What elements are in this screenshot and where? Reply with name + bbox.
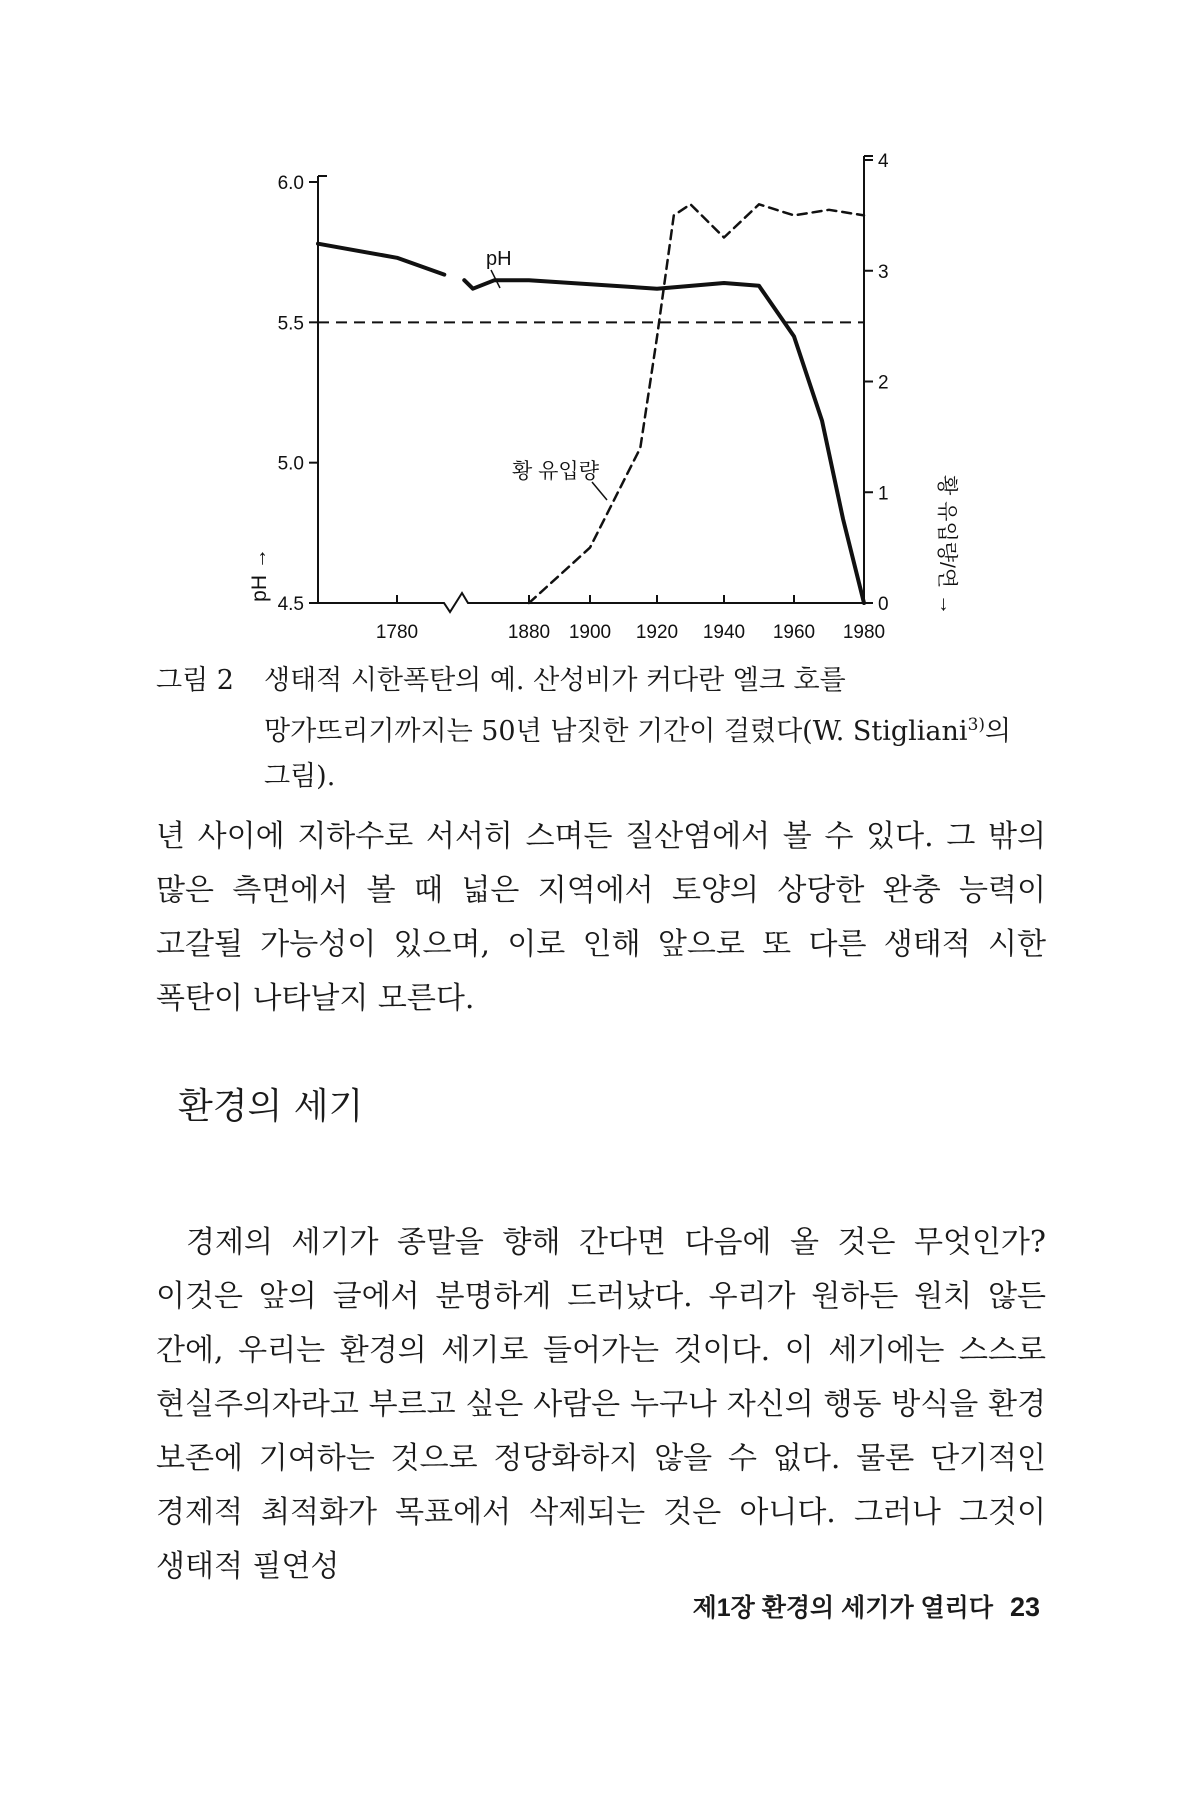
x-tick-label: 1980 — [842, 622, 886, 643]
right-axis-title: 황 유입량/연 → — [935, 475, 958, 615]
left-tick-label: 5.5 — [277, 313, 304, 335]
left-tick-label: 4.5 — [277, 594, 304, 615]
x-tick-label: 1780 — [375, 622, 419, 643]
page-number: 23 — [1009, 1592, 1040, 1622]
ph-line — [318, 244, 864, 603]
figure-chart — [0, 0, 1200, 650]
caption-label: 그림 2 — [156, 665, 234, 696]
body-paragraph-1: 년 사이에 지하수로 서서히 스며든 질산염에서 볼 수 있다. 그 밖의 많은 측면에서 볼 때 넓은 지역에서 토양의 상당한 완충 능력이 고갈될 가능성이 있으며, 이로 인해 앞으로 또 다른 생태적 시한 폭탄이 나타날지 모른다. — [156, 819, 1046, 1016]
chart-labels — [248, 151, 958, 643]
chart-series — [318, 204, 864, 603]
left-tick-label: 5.0 — [277, 453, 304, 475]
caption-text-before: 생태적 시한폭탄의 예. 산성비가 커다란 엘크 호를 망가뜨리기까지는 50년 남짓한 기간이 걸렸다(W. Stigliani — [264, 665, 968, 747]
left-axis-title: pH → — [248, 548, 271, 602]
right-tick-label: 0 — [878, 594, 889, 615]
x-tick-label: 1920 — [635, 622, 679, 643]
sulfur-series-label: 황 유입량 — [512, 460, 599, 483]
right-tick-label: 3 — [878, 261, 889, 283]
caption-text — [264, 658, 1056, 799]
x-tick-label: 1940 — [702, 622, 746, 643]
left-tick-label: 6.0 — [277, 173, 304, 194]
sulfur-label-pointer — [592, 482, 607, 500]
body-paragraph-2: 경제의 세기가 종말을 향해 간다면 다음에 올 것은 무엇인가? 이것은 앞의 글에서 분명하게 드러났다. 우리가 원하든 원치 않든 간에, 우리는 환경의 세기로 들어가는 것이다. 이 세기에는 스스로 현실주의자라고 부르고 싶은 사람은 누구나 자신의 행동 방식을 환경 보존에 기여하는 것으로 정당화하지 않을 수 없다. 물론 단기적인 경제적 최적화가 목표에서 삭제되는 것은 아니다. 그러나 그것이 생태적 필연성 — [156, 1225, 1046, 1584]
x-tick-label: 1960 — [772, 622, 816, 643]
caption-footnote-ref: 3) — [967, 715, 986, 735]
sulfur-input-line — [529, 204, 864, 603]
chart-axes — [309, 156, 873, 612]
right-tick-label: 4 — [878, 151, 889, 172]
x-tick-label: 1900 — [568, 622, 612, 643]
caption-text-after: 의 그림). — [264, 716, 1012, 792]
page-footer — [693, 1588, 1040, 1624]
ph-series-label: pH — [486, 248, 512, 270]
right-tick-label: 1 — [878, 483, 889, 505]
section-heading: 환경의 세기 — [178, 1086, 364, 1127]
x-tick-label: 1880 — [507, 622, 551, 643]
chapter-title: 제1장 환경의 세기가 열리다 — [692, 1594, 993, 1622]
right-tick-label: 2 — [878, 372, 889, 394]
figure-caption — [156, 658, 1056, 799]
